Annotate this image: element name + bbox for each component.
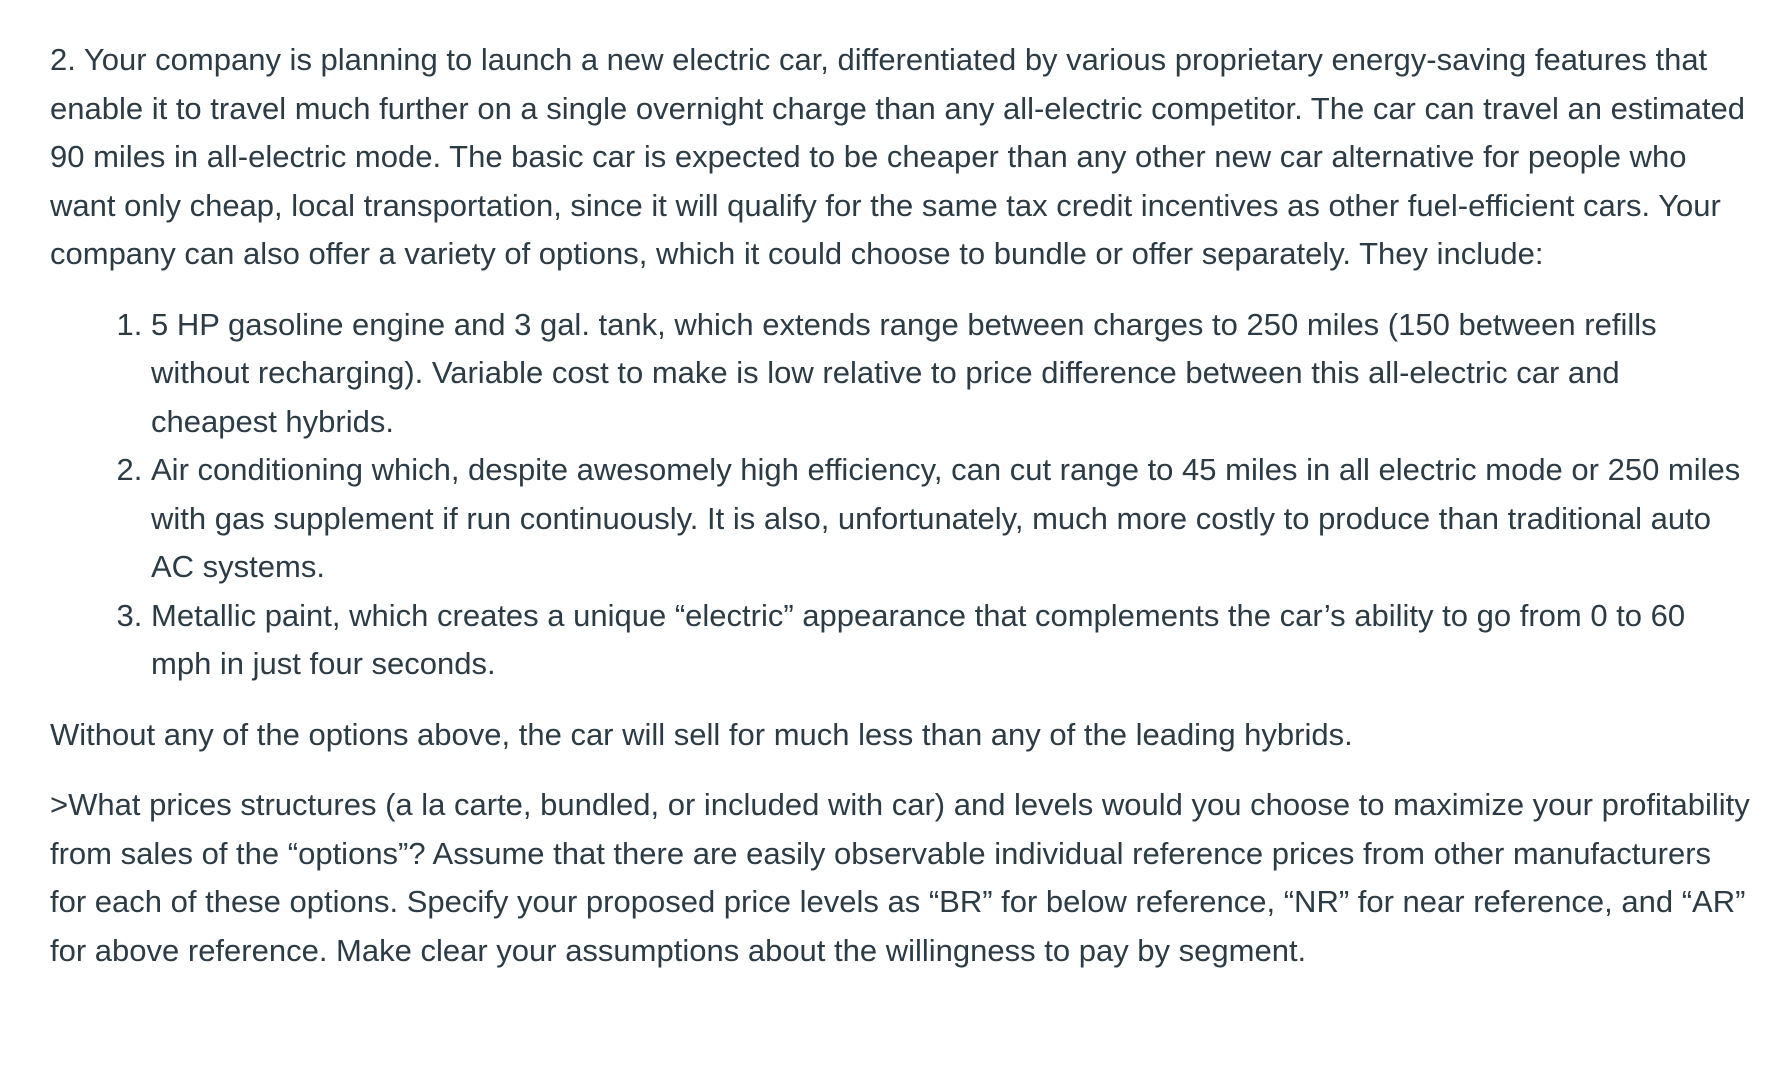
base-price-note: Without any of the options above, the car will sell for much less than any of the leading hybrids. (50, 716, 1353, 752)
options-list (50, 301, 1750, 689)
question-intro: 2. Your company is planning to launch a new electric car, differentiated by various proprietary energy-saving features that enable it to travel much further on a single overnight charge than any all-electric competitor. The car can travel an estimated 90 miles in all-electric mode. The basic car is expected to be cheaper than any other new car alternative for people who want only cheap, local transportation, since it will qualify for the same tax credit incentives as other fuel-efficient cars. Your company can also offer a variety of options, which it could choose to bundle or offer separately. They include: (50, 42, 1745, 271)
question-content (50, 36, 1750, 975)
option-metallic-paint: 3. Metallic paint, which creates a unique “electric” appearance that complements the car’s ability to go from 0 to 60 mph in just four seconds. (151, 592, 1750, 689)
option-gas-engine: 1. 5 HP gasoline engine and 3 gal. tank, which extends range between charges to 250 miles (150 between refills without recharging). Variable cost to make is low relative to price difference between this all-electric car and cheapest hybrids. (151, 301, 1750, 447)
option-air-conditioning: 2. Air conditioning which, despite awesomely high efficiency, can cut range to 45 miles in all electric mode or 250 miles with gas supplement if run continuously. It is also, unfortunately, much more costly to produce than traditional auto AC systems. (151, 446, 1750, 592)
question-prompt: >What prices structures (a la carte, bundled, or included with car) and levels would you choose to maximize your profitability from sales of the “options”? Assume that there are easily observable individual reference prices from other manufacturers for each of these options. Specify your proposed price levels as “BR” for below reference, “NR” for near reference, and “AR” for above reference. Make clear your assumptions about the willingness to pay by segment. (50, 787, 1750, 968)
